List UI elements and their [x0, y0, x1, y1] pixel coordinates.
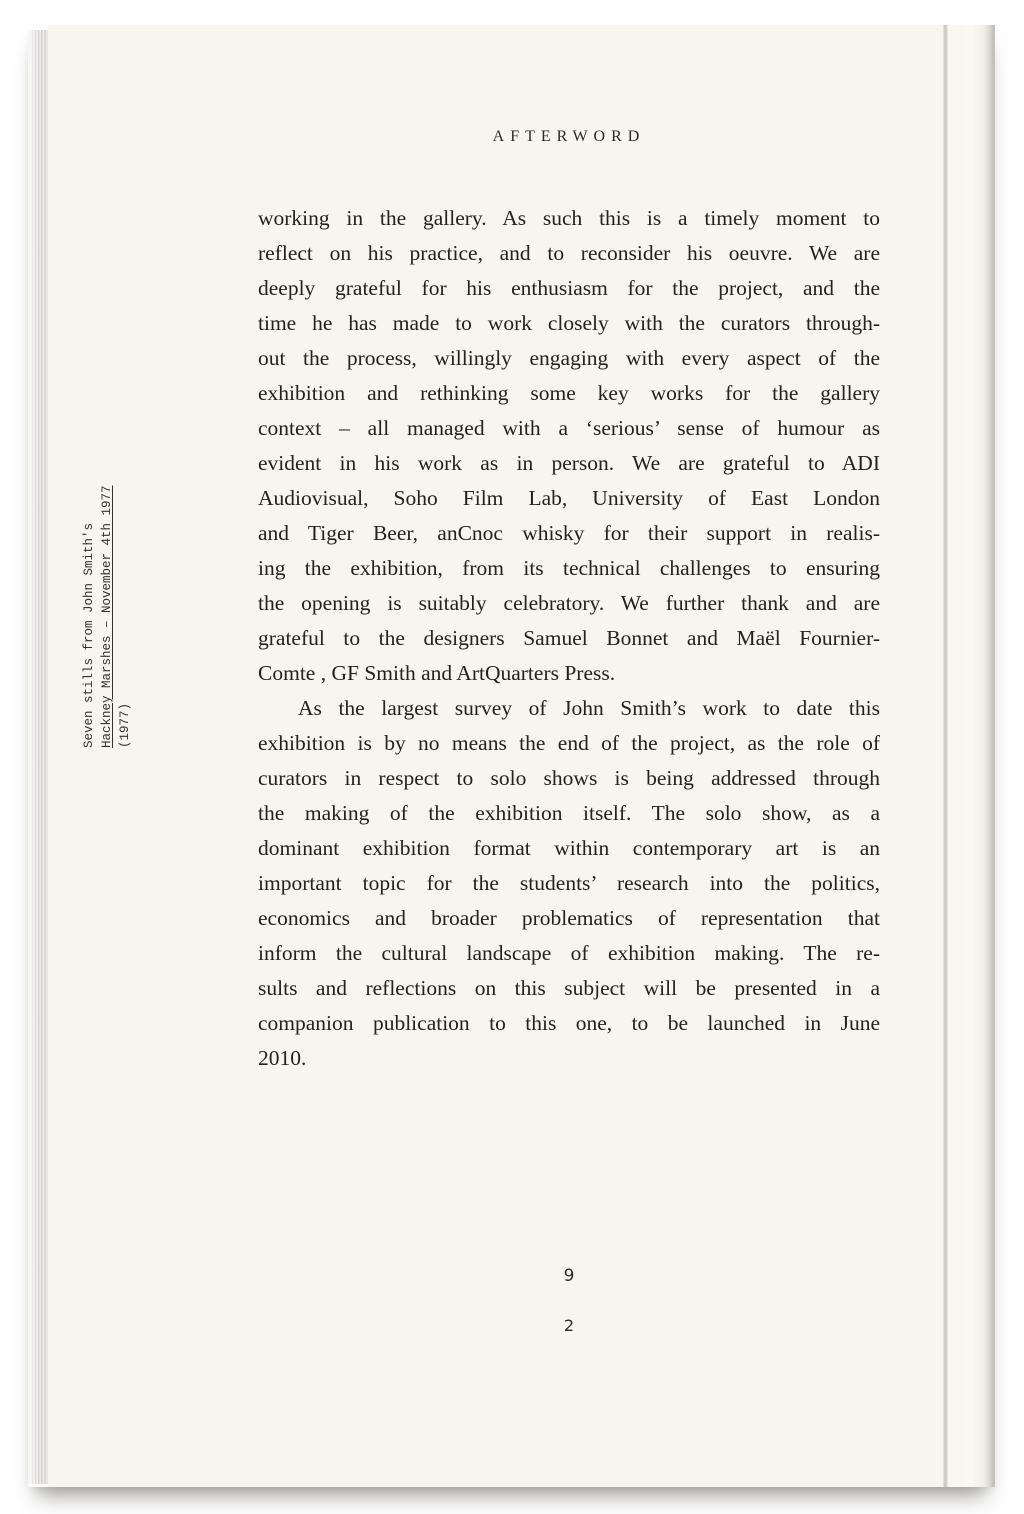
text-line: As the largest survey of John Smith’s work to date this: [298, 696, 880, 720]
text-line: companion publication to this one, to be launched in June: [258, 1011, 880, 1035]
body-text: [258, 201, 880, 1076]
text-line: curators in respect to solo shows is being addressed through: [258, 766, 880, 790]
book-page-scan: [28, 25, 995, 1487]
caption-prefix: Seven stills from John Smith's: [82, 522, 96, 748]
caption-year: (1977): [118, 702, 132, 748]
section-heading: AFTERWORD: [492, 128, 646, 145]
text-line: 2010.: [258, 1046, 307, 1070]
text-line: working in the gallery. As such this is a timely moment to: [258, 206, 880, 230]
text-line: the making of the exhibition itself. The solo show, as a: [258, 801, 880, 825]
page-edge-stack: [28, 30, 48, 1484]
text-line: Comte , GF Smith and ArtQuarters Press.: [258, 661, 616, 685]
text-line: ing the exhibition, from its technical challenges to ensuring: [258, 556, 880, 580]
text-line: and Tiger Beer, anCnoc whisky for their support in realis-: [258, 521, 880, 545]
text-line: out the process, willingly engaging with every aspect of the: [258, 346, 880, 370]
text-line: the opening is suitably celebratory. We further thank and are: [258, 591, 880, 615]
text-line: evident in his work as in person. We are grateful to ADI: [258, 451, 880, 475]
text-line: economics and broader problematics of representation that: [258, 906, 880, 930]
text-line: sults and reflections on this subject will be presented in a: [258, 976, 880, 1000]
text-line: context – all managed with a ‘serious’ sense of humour as: [258, 416, 880, 440]
text-line: grateful to the designers Samuel Bonnet and Maël Fournier-: [258, 626, 880, 650]
text-line: time he has made to work closely with the curators through-: [258, 311, 880, 335]
text-line: reflect on his practice, and to reconsider his oeuvre. We are: [258, 241, 880, 265]
text-line: exhibition is by no means the end of the project, as the role of: [258, 731, 880, 755]
text-line: important topic for the students’ research into the politics,: [258, 871, 880, 895]
caption-title: Hackney Marshes – November 4th 1977: [100, 485, 114, 748]
right-page-sliver: [948, 25, 995, 1487]
page-number-inner: 9: [563, 1266, 575, 1286]
text-line: exhibition and rethinking some key works for the gallery: [258, 381, 880, 405]
text-line: Audiovisual, Soho Film Lab, University of East London: [258, 486, 880, 510]
text-line: dominant exhibition format within contemporary art is an: [258, 836, 880, 860]
margin-caption: [80, 458, 136, 748]
page-number-outer: 2: [563, 1316, 575, 1335]
text-line: deeply grateful for his enthusiasm for the project, and the: [258, 276, 880, 300]
text-line: inform the cultural landscape of exhibition making. The re-: [258, 941, 880, 965]
